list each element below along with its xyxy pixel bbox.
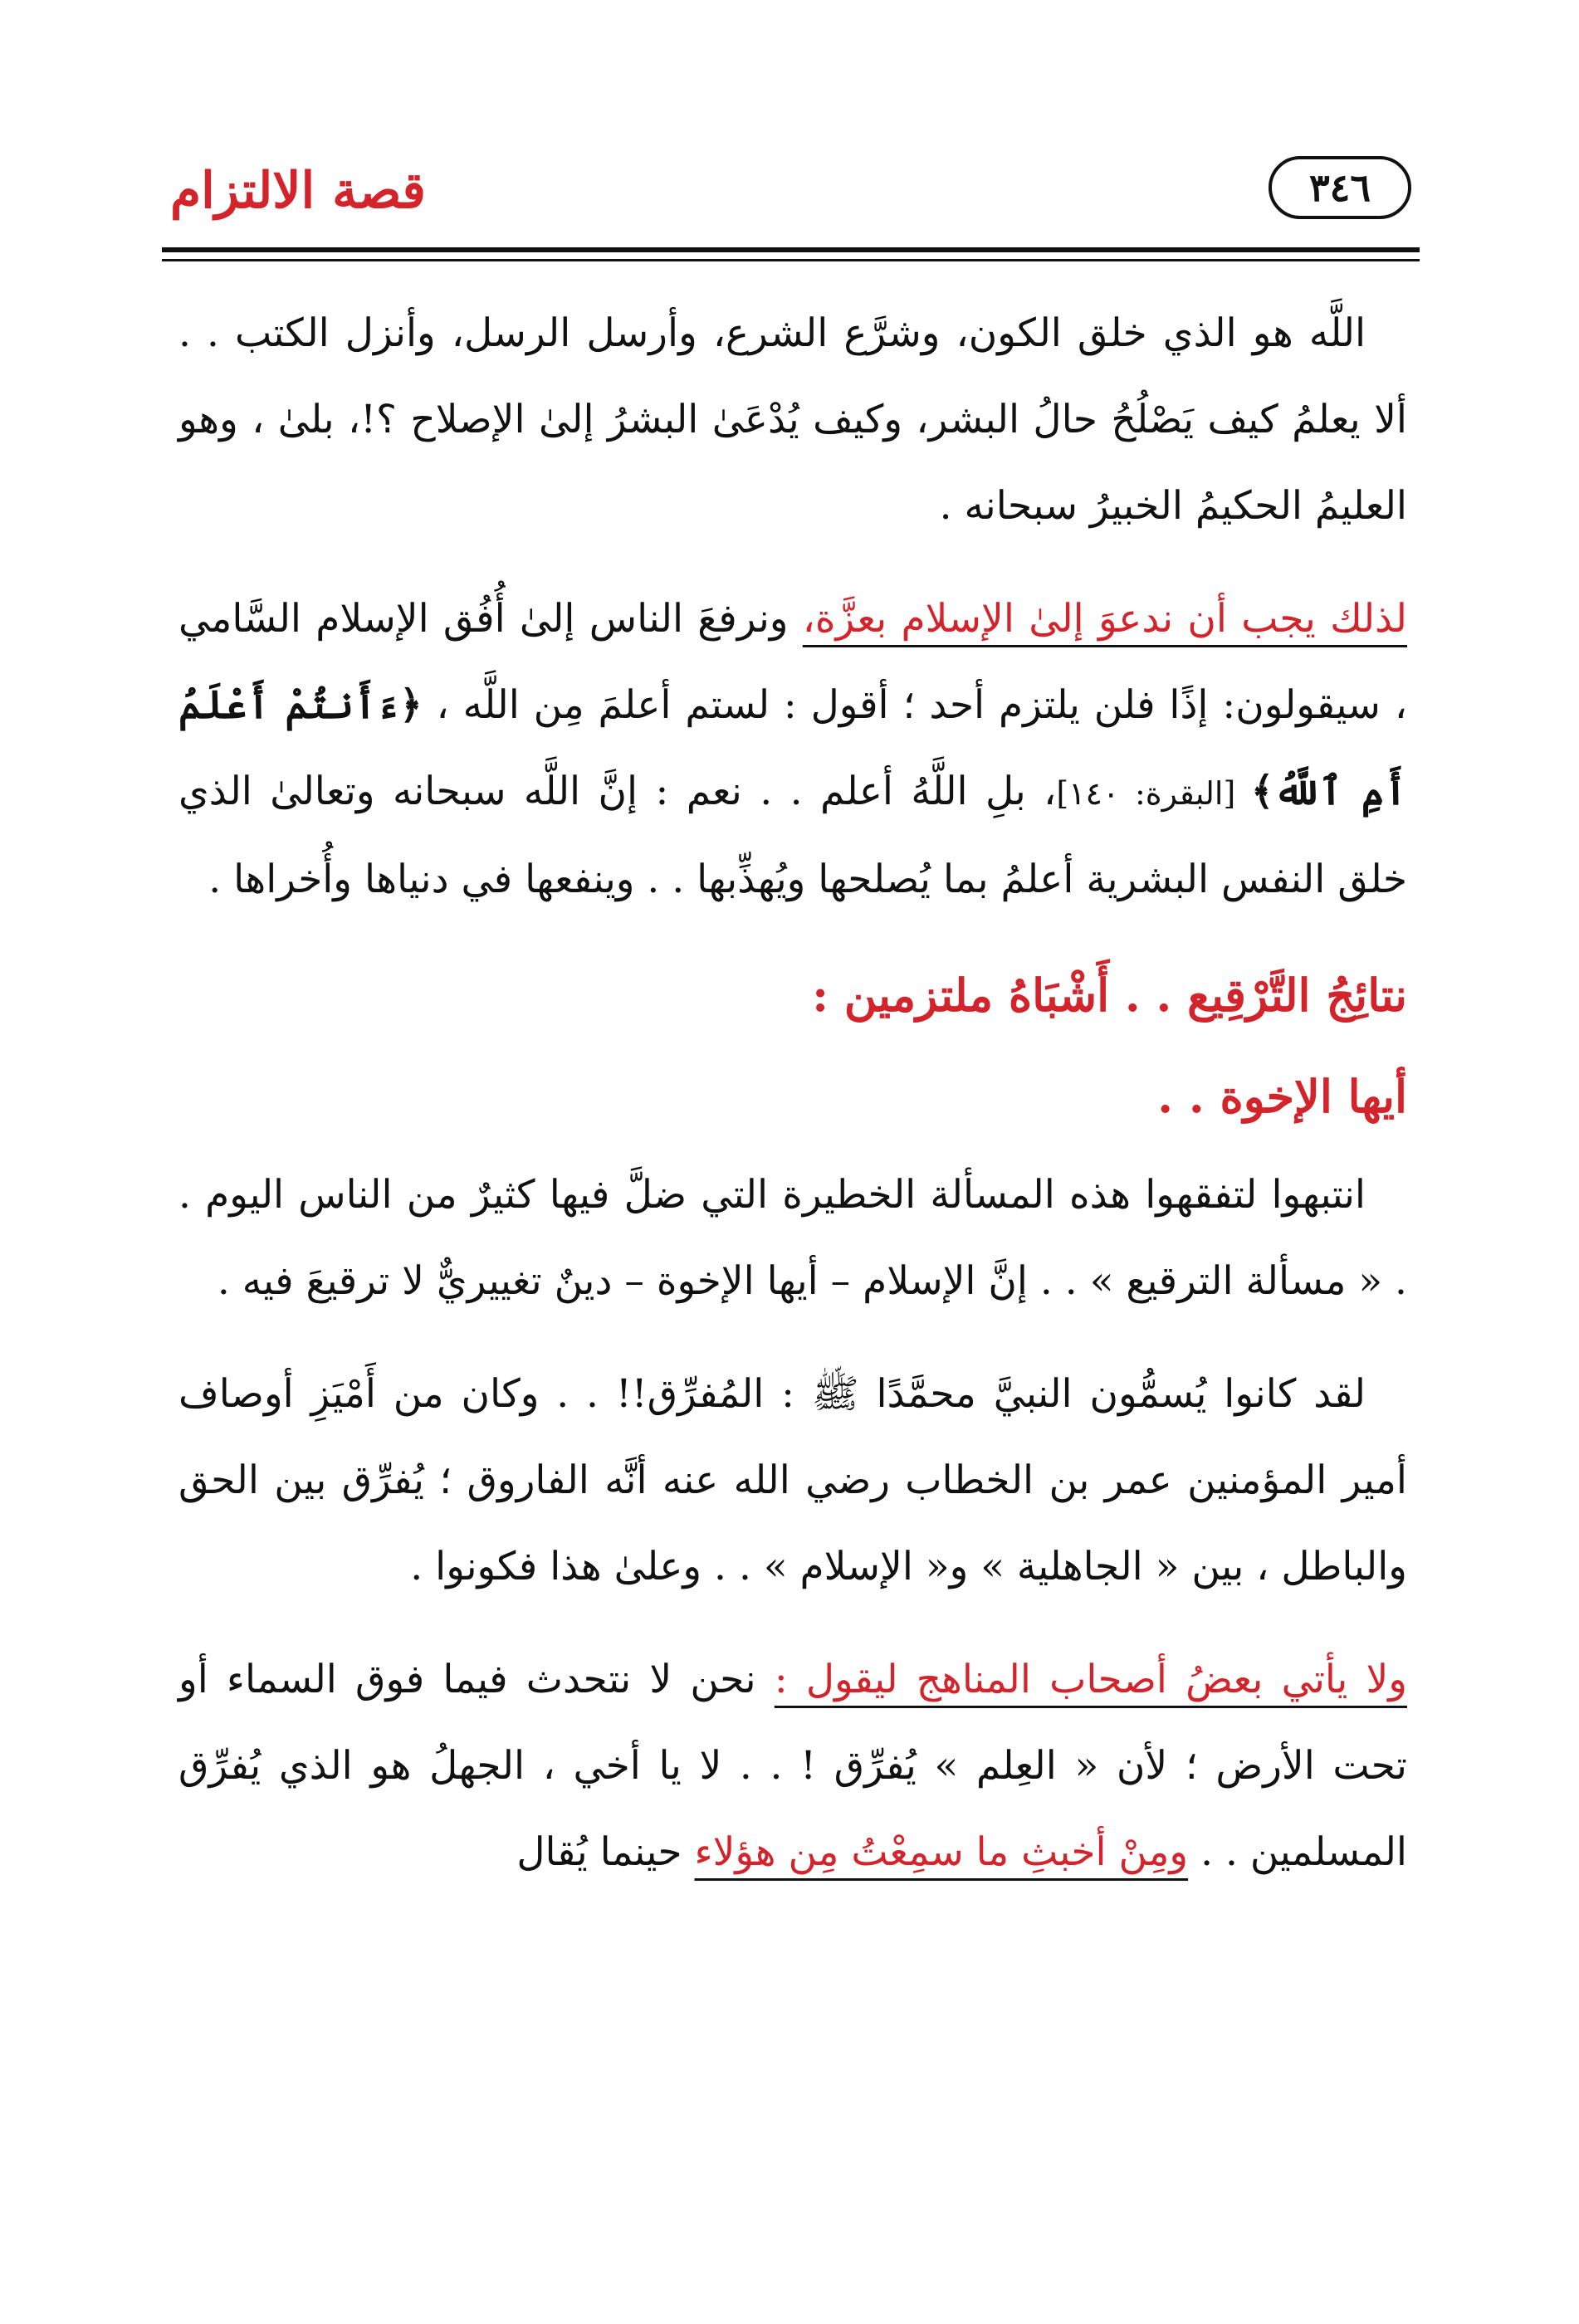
paragraph-2-rest: ، بلِ اللَّهُ أعلم . . نعم : إنَّ اللَّه سبحانه وتعالىٰ الذي خلق النفس البشرية أعلمُ بما يُصلحها ويُهذِّبها . . وينفعها في دنياها وأُخراها . xyxy=(178,769,1407,902)
quran-verse: ﴿ءَأَنتُمْ أَعْلَمُ أَمِ ٱللَّهُ﴾ xyxy=(178,682,1407,814)
verse-reference: [البقرة: ١٤٠] xyxy=(1056,775,1251,812)
header-rule-thick xyxy=(162,247,1420,252)
page-body xyxy=(178,290,1407,1922)
book-title: قصة الالتزام xyxy=(170,162,426,220)
paragraph-1: اللَّه هو الذي خلق الكون، وشرَّع الشرع، وأرسل الرسل، وأنزل الكتب . . ألا يعلمُ كيف يَصْلُحُ حالُ البشر، وكيف يُدْعَىٰ البشرُ إلىٰ الإصلاح ؟!، بلىٰ ، وهو العليمُ الحكيمُ الخبيرُ سبحانه . xyxy=(178,310,1407,529)
paragraph-4: لقد كانوا يُسمُّون النبيَّ محمَّدًا ﷺ : المُفرِّق!! . . وكان من أَمْيَزِ أوصاف أمير المؤمنين عمر بن الخطاب رضي الله عنه أنَّه الفاروق ؛ يُفرِّق بين الحق والباطل ، بين « الجاهلية » و« الإسلام » . . وعلىٰ هذا فكونوا . xyxy=(178,1371,1407,1589)
highlighted-phrase: ومِنْ أخبثِ ما سمِعْتُ مِن هؤلاء xyxy=(694,1829,1189,1875)
section-heading: نتائِجُ التَّرْقِيع . . أَشْبَاهُ ملتزمين : xyxy=(812,969,1407,1022)
header-rule-thin xyxy=(162,259,1420,261)
paragraph-2 xyxy=(178,576,1407,923)
paragraph-5 xyxy=(178,1637,1407,1896)
paragraph-2-text: ونرفعَ الناس إلىٰ أُفُق الإسلام السَّامي ، سيقولون: إذًا فلن يلتزم أحد ؛ أقول : لستم أعلمَ مِن اللَّه ، xyxy=(178,596,1407,728)
page-header xyxy=(170,149,1411,232)
highlighted-phrase: ولا يأتي بعضُ أصحاب المناهج ليقول : xyxy=(774,1657,1407,1702)
paragraph-3: انتبهوا لتفقهوا هذه المسألة الخطيرة التي ضلَّ فيها كثيرٌ من الناس اليوم . . « مسألة الترقيع » . . إنَّ الإسلام – أيها الإخوة – دينٌ تغييريٌّ لا ترقيعَ فيه . xyxy=(178,1172,1407,1304)
paragraph-5-tail: حينما يُقال xyxy=(516,1829,695,1875)
paragraph-5-text: نحن لا نتحدث فيما فوق السماء أو تحت الأرض ؛ لأن « العِلم » يُفرِّق ! . . لا يا أخي ، الجهلُ هو الذي يُفرِّق المسلمين . . xyxy=(178,1657,1407,1875)
page-number: ٣٤٦ xyxy=(1269,156,1411,219)
highlighted-phrase: لذلك يجب أن ندعوَ إلىٰ الإسلام بعزَّة، xyxy=(802,596,1407,642)
sub-heading: أيها الإخوة . . xyxy=(1157,1070,1407,1123)
